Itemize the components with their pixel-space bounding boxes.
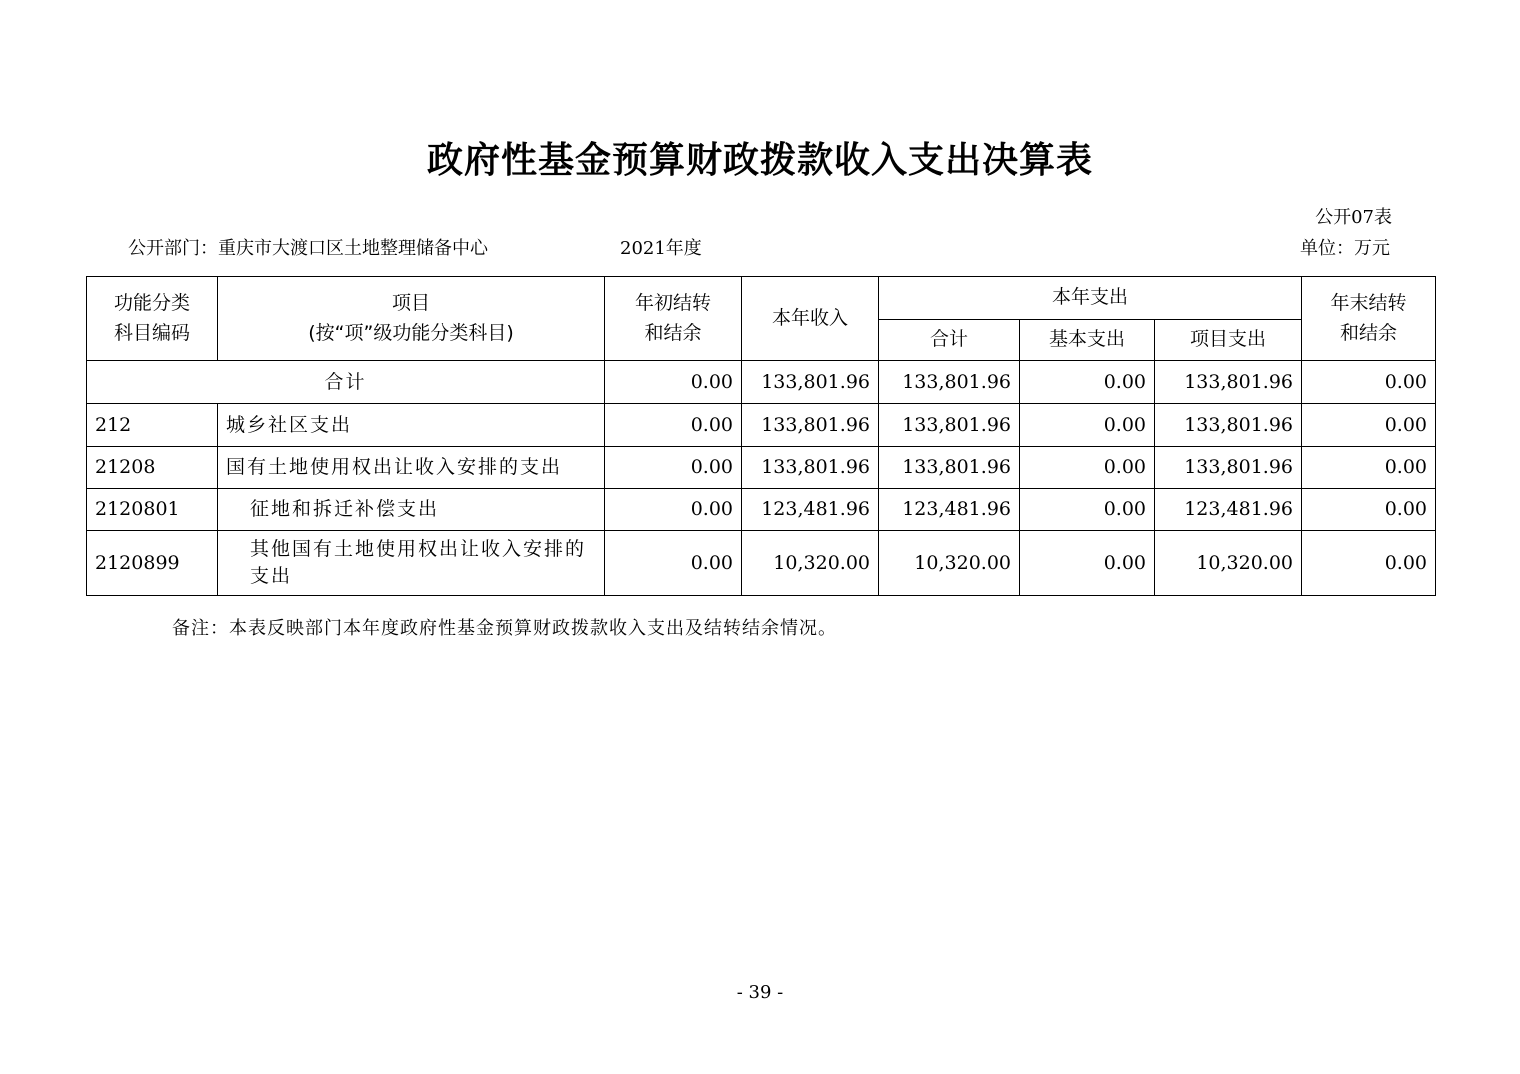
row-total: 123,481.96 — [879, 489, 1020, 531]
table-row — [87, 489, 1436, 531]
row-opening: 0.00 — [605, 531, 742, 596]
total-row-project: 133,801.96 — [1155, 361, 1302, 404]
header-expenditure: 本年支出 — [879, 277, 1302, 320]
row-code: 2120801 — [87, 489, 218, 531]
form-number: 公开07表 — [1315, 207, 1392, 228]
row-basic: 0.00 — [1020, 489, 1155, 531]
row-income: 10,320.00 — [742, 531, 879, 596]
header-item-line2: (按“项”级功能分类科目) — [308, 321, 514, 344]
row-closing: 0.00 — [1302, 489, 1436, 531]
header-code — [87, 277, 218, 361]
table-row — [87, 531, 1436, 596]
row-closing: 0.00 — [1302, 404, 1436, 447]
header-closing-line1: 年末结转 — [1330, 292, 1407, 315]
row-total: 10,320.00 — [879, 531, 1020, 596]
row-closing: 0.00 — [1302, 447, 1436, 489]
row-name: 国有土地使用权出让收入安排的支出 — [218, 447, 605, 489]
row-opening: 0.00 — [605, 404, 742, 447]
row-code: 212 — [87, 404, 218, 447]
department-label: 公开部门：重庆市大渡口区土地整理储备中心 — [128, 238, 488, 259]
header-expenditure-total: 合计 — [879, 320, 1020, 361]
header-code-line1: 功能分类 — [113, 292, 190, 315]
table-row — [87, 447, 1436, 489]
meta-row — [128, 234, 702, 260]
row-closing: 0.00 — [1302, 531, 1436, 596]
header-closing-line2: 和结余 — [1340, 321, 1398, 344]
row-code: 2120899 — [87, 531, 218, 596]
row-opening: 0.00 — [605, 489, 742, 531]
unit-label: 单位：万元 — [1300, 238, 1390, 259]
row-name: 城乡社区支出 — [218, 404, 605, 447]
header-income: 本年收入 — [742, 277, 879, 361]
document-title: 政府性基金预算财政拨款收入支出决算表 — [426, 140, 1093, 181]
header-opening-line2: 和结余 — [644, 321, 702, 344]
total-row-closing: 0.00 — [1302, 361, 1436, 404]
row-code: 21208 — [87, 447, 218, 489]
header-code-line2: 科目编码 — [113, 321, 190, 344]
header-opening-line1: 年初结转 — [634, 292, 711, 315]
total-row-basic: 0.00 — [1020, 361, 1155, 404]
row-project: 10,320.00 — [1155, 531, 1302, 596]
header-closing-balance — [1302, 277, 1436, 361]
header-item — [218, 277, 605, 361]
table-row — [87, 404, 1436, 447]
row-name: 其他国有土地使用权出让收入安排的支出 — [218, 531, 605, 596]
row-basic: 0.00 — [1020, 531, 1155, 596]
budget-table — [86, 276, 1436, 596]
row-income: 133,801.96 — [742, 404, 879, 447]
header-project-expenditure: 项目支出 — [1155, 320, 1302, 361]
page-number: - 39 - — [736, 982, 784, 1003]
header-item-line1: 项目 — [391, 292, 430, 315]
header-basic-expenditure: 基本支出 — [1020, 320, 1155, 361]
table-note: 备注：本表反映部门本年度政府性基金预算财政拨款收入支出及结转结余情况。 — [172, 618, 837, 639]
row-income: 133,801.96 — [742, 447, 879, 489]
row-total: 133,801.96 — [879, 404, 1020, 447]
total-row-income: 133,801.96 — [742, 361, 879, 404]
total-row-opening: 0.00 — [605, 361, 742, 404]
row-opening: 0.00 — [605, 447, 742, 489]
total-row — [87, 361, 1436, 404]
total-row-label: 合计 — [87, 361, 605, 404]
row-project: 123,481.96 — [1155, 489, 1302, 531]
row-basic: 0.00 — [1020, 404, 1155, 447]
total-row-total: 133,801.96 — [879, 361, 1020, 404]
row-basic: 0.00 — [1020, 447, 1155, 489]
header-opening-balance — [605, 277, 742, 361]
row-project: 133,801.96 — [1155, 447, 1302, 489]
row-total: 133,801.96 — [879, 447, 1020, 489]
row-project: 133,801.96 — [1155, 404, 1302, 447]
row-name: 征地和拆迁补偿支出 — [218, 489, 605, 531]
row-income: 123,481.96 — [742, 489, 879, 531]
fiscal-year: 2021年度 — [620, 238, 702, 259]
